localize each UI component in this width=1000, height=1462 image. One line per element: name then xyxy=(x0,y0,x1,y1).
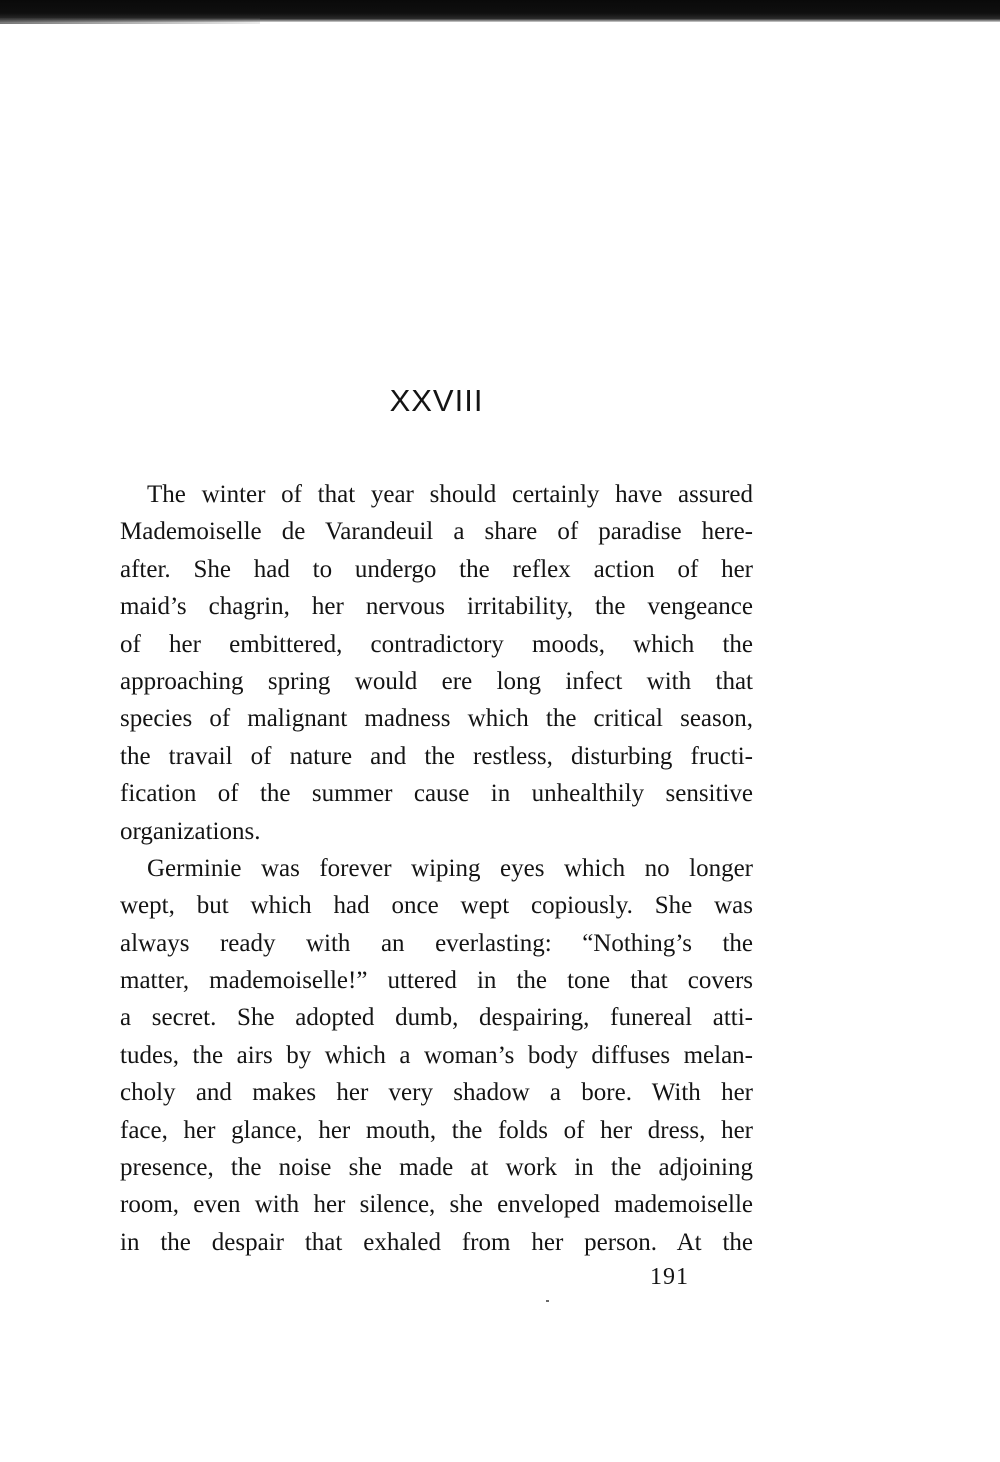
text-line: fication of the summer cause in unhealthily sensitive xyxy=(120,780,753,808)
paragraph xyxy=(120,476,753,850)
text-line: of her embittered, contradictory moods, which the xyxy=(120,630,753,658)
body-text xyxy=(120,476,753,1261)
text-line: organizations. xyxy=(120,817,261,845)
text-line: presence, the noise she made at work in the adjoining xyxy=(120,1154,753,1182)
text-line: maid’s chagrin, her nervous irritability, the vengeance xyxy=(120,593,753,621)
text-line: approaching spring would ere long infect with that xyxy=(120,667,753,695)
text-line: in the despair that exhaled from her person. At the xyxy=(120,1228,753,1256)
paragraph xyxy=(120,850,753,1261)
text-line: tudes, the airs by which a woman’s body diffuses melan- xyxy=(120,1041,753,1069)
text-line: wept, but which had once wept copiously. She was xyxy=(120,892,753,920)
text-line: choly and makes her very shadow a bore. With her xyxy=(120,1079,753,1107)
text-line: a secret. She adopted dumb, despairing, funereal atti- xyxy=(120,1004,753,1032)
text-line: species of malignant madness which the critical season, xyxy=(120,705,753,733)
text-line: face, her glance, her mouth, the folds of her dress, her xyxy=(120,1116,753,1144)
chapter-heading: XXVIII xyxy=(389,383,484,418)
text-line: matter, mademoiselle!” uttered in the tone that covers xyxy=(120,967,753,995)
scan-border-fray xyxy=(0,18,260,24)
text-line: room, even with her silence, she enveloped mademoiselle xyxy=(120,1191,753,1219)
page-number: 191 xyxy=(650,1264,689,1290)
text-line: Mademoiselle de Varandeuil a share of paradise here- xyxy=(120,518,753,546)
scan-speck xyxy=(546,1300,549,1302)
text-line: The winter of that year should certainly have assured xyxy=(147,481,753,508)
text-line: the travail of nature and the restless, disturbing fructi- xyxy=(120,742,753,770)
text-line: after. She had to undergo the reflex action of her xyxy=(120,555,753,583)
text-line: always ready with an everlasting: “Nothing’s the xyxy=(120,929,753,957)
text-line: Germinie was forever wiping eyes which no longer xyxy=(147,854,753,882)
